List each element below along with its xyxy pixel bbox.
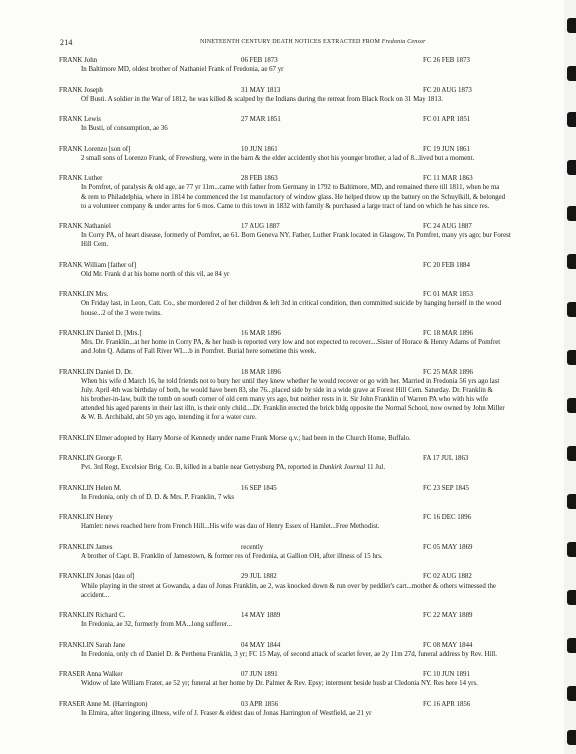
decedent-name: FRANK Lewis — [59, 116, 101, 124]
binding-ring — [567, 112, 576, 127]
decedent-name: FRANK Nathaniel — [59, 223, 111, 231]
binding-ring — [567, 446, 576, 461]
notice-line: In Pomfret, of paralysis & old age, ae 77 yr 11m...came with father from Germany in 1792 to Baltimore, MD, and remained there till 1811, when he ma — [81, 184, 500, 192]
notice-text — [59, 650, 567, 659]
notice-text — [59, 124, 567, 133]
source-citation: FC 01 MAR 1853 — [423, 291, 473, 299]
death-date: 06 FEB 1873 — [241, 57, 278, 64]
decedent-name: FRANK William [father of] — [59, 261, 137, 269]
death-date: 14 MAY 1889 — [241, 612, 281, 620]
notice-line: Of Busti. A soldier in the War of 1812, he was killed & scalped by the Indians during the retreat from Black Rock on 31 May 1813. — [81, 95, 443, 103]
source-citation: FA 17 JUL 1863 — [423, 455, 469, 463]
decedent-name: FRANKLIN Helen M. — [59, 484, 122, 492]
newspaper-name: Fredonia Censor — [381, 39, 426, 45]
notice-line: While playing in the street at Gowanda, a dau of Jonas Franklin, ae 2, was knocked down & run over by peddler's cart...mother & others witnessed the — [81, 582, 496, 590]
notice-entry — [59, 641, 567, 659]
decedent-name: FRANKLIN Sarah Jane — [59, 641, 126, 649]
binding-ring — [567, 590, 576, 605]
notice-heading — [59, 145, 567, 154]
notice-heading — [59, 641, 567, 650]
notice-line: his brother-in-law, built the tomb on south corner of old cem many yrs ago, but neither rests in it. Sir John Franklin of Warren PA who with his wife — [81, 395, 489, 403]
notice-text — [59, 679, 567, 688]
notice-text — [59, 620, 567, 629]
notice-line: Pvt. 3rd Regt, Excelsior Brig. Co. B, killed in a battle near Gettysburg PA, reported in Dunkirk Journal 11 Jul. — [81, 464, 386, 472]
page-header — [60, 38, 560, 50]
notice-entry — [59, 56, 567, 74]
newspaper-title: Dunkirk Journal — [319, 464, 366, 472]
death-date: 07 JUN 1891 — [241, 671, 278, 679]
decedent-name: FRANKLIN Jonas [dau of] — [59, 573, 135, 581]
notice-line: July. April 4th was birthday of both, he would have been 83, she 76...placed side by side in a wide grave at Forest Hill Cem. Saturday. Dr. Franklin & — [81, 386, 493, 394]
notice-text — [59, 709, 567, 718]
notice-text — [59, 270, 567, 279]
notice-line: 2 small sons of Lorenzo Frank, of Frewsburg, were in the barn & the elder accidently shot his younger brother, a lad of 8...lived but a moment. — [81, 154, 475, 162]
notice-heading — [59, 290, 567, 299]
source-citation: FC 22 MAY 1889 — [423, 612, 473, 620]
notice-entry — [59, 670, 567, 688]
death-date: 31 MAY 1813 — [241, 86, 281, 94]
notice-line: In Fredonia, ae 32, formerly from MA...long sufferer... — [81, 621, 232, 629]
notice-line: & W. B. Archibald, abt 50 yrs ago, intending it for a water cure. — [81, 414, 257, 422]
decedent-name: FRANKLIN Richard C. — [59, 612, 126, 620]
binding-ring — [567, 66, 576, 81]
decedent-name: FRANK Lorenzo [son of] — [59, 145, 131, 153]
death-date: 17 AUG 1887 — [241, 223, 280, 231]
page-number: 214 — [60, 38, 73, 47]
notice-text — [59, 463, 567, 472]
death-date: 04 MAY 1844 — [241, 641, 281, 649]
binding-ring — [567, 730, 576, 745]
notice-entry — [59, 174, 567, 210]
decedent-name: FRANKLIN James — [59, 543, 113, 551]
notice-text — [59, 338, 567, 356]
decedent-name: FRANKLIN Henry — [59, 514, 113, 522]
source-citation: FC 11 MAR 1863 — [423, 175, 473, 183]
notice-entry — [59, 484, 567, 502]
notice-heading — [59, 611, 567, 620]
binding-ring — [567, 398, 576, 413]
death-date: 28 FEB 1863 — [241, 175, 278, 183]
decedent-name: FRANKLIN Elmer adopted by Harry Morse of Kennedy under name Frank Morse q.v.; had been in the Church Home, Buffalo. — [59, 434, 411, 442]
notice-line: In Busti, of consumption, ae 36 — [81, 125, 168, 133]
death-date: 16 MAR 1896 — [241, 330, 281, 337]
source-citation: FC 26 FEB 1873 — [423, 57, 470, 64]
notice-line: On Friday last, in Leon, Catt. Co., she mordered 2 of her children & left 3rd in critical condition, then committed suicide by hanging herself in the wood — [81, 300, 502, 308]
notice-entry — [59, 261, 567, 279]
notice-line: accident... — [81, 591, 110, 599]
decedent-name: FRANKLIN George F. — [59, 455, 123, 463]
source-citation: FC 18 MAR 1896 — [423, 330, 473, 337]
death-date: 18 MAR 1896 — [241, 368, 281, 376]
notice-text — [59, 377, 567, 422]
binding-ring — [567, 302, 576, 317]
notice-text — [59, 154, 567, 163]
source-citation: FC 01 APR 1851 — [423, 116, 471, 124]
notice-text — [59, 231, 567, 249]
source-citation: FC 08 MAY 1844 — [423, 641, 473, 649]
source-citation: FC 02 AUG 1882 — [423, 573, 472, 581]
source-citation: FC 25 MAR 1896 — [423, 368, 473, 376]
notice-entry — [59, 222, 567, 249]
death-date: 10 JUN 1861 — [241, 145, 278, 153]
binding-ring — [567, 18, 576, 33]
notice-heading — [59, 368, 567, 377]
source-citation: FC 24 AUG 1887 — [423, 223, 472, 231]
notice-line: In Elmira, after lingering illness, wife of J. Fraser & eldest dau of Jonas Harrington of Westfield, ae 21 yr — [81, 709, 372, 717]
death-date: recently — [241, 543, 264, 551]
running-title: NINETEENTH CENTURY DEATH NOTICES EXTRACTED FROM Fredonia Censor — [200, 39, 426, 45]
binding-ring — [567, 254, 576, 269]
notice-entry — [59, 368, 567, 423]
notice-line: A brother of Capt. B. Franklin of Jamestown, & former res of Fredonia, at Gallion OH, after illness of 15 hrs. — [81, 552, 383, 560]
decedent-name: FRANKLIN Mrs. — [59, 291, 109, 299]
binding-ring — [567, 160, 576, 175]
decedent-name: FRANK Joseph — [59, 86, 103, 94]
notice-line: Old Mr. Frank d at his home north of this vil, ae 84 yr — [81, 270, 230, 278]
notice-heading — [59, 670, 567, 679]
binding-ring — [567, 206, 576, 221]
decedent-name: FRANKLIN Daniel D. Dr. — [59, 368, 133, 376]
notice-line: In Baltimore MD, oldest brother of Nathaniel Frank of Fredonia, ae 67 yr — [81, 66, 284, 74]
notice-heading — [59, 222, 567, 231]
notice-entry — [59, 572, 567, 599]
notice-entry — [59, 513, 567, 531]
notice-line: In Fredonia, only ch of D. D. & Mrs. P. Franklin, 7 wks — [81, 493, 235, 501]
source-citation: FC 20 AUG 1873 — [423, 86, 472, 94]
source-citation: FC 10 JUN 1891 — [423, 671, 470, 679]
notice-heading — [59, 700, 567, 709]
notice-heading — [59, 513, 567, 522]
notice-heading — [59, 261, 567, 270]
decedent-name: FRASER Anna Walker — [59, 671, 123, 679]
notice-heading — [59, 572, 567, 581]
source-citation: FC 20 FEB 1884 — [423, 261, 470, 269]
binding-ring — [567, 686, 576, 701]
notice-heading — [59, 484, 567, 493]
notice-entry — [59, 329, 567, 356]
notice-line: & rem to Philadelphia, where in 1814 he commenced the 1st manufactory of window glass. He helped throw up the battery on the Schuylkill, & belonged — [81, 193, 506, 201]
notice-text — [59, 95, 567, 104]
notice-line: to a volunteer company & under arms for 6 mos. Came to this town in 1832 with family & purchased a large tract of land on which he has since res. — [81, 202, 490, 210]
notice-entry — [59, 86, 567, 104]
notice-text — [59, 582, 567, 600]
notice-line: In Corry PA, of heart disease, formerly of Pomfret, ae 61. Born Geneva NY. Father, Luther Frank located in Glasgow, Tn Pomfret, many yrs ago; bur Forest — [81, 232, 511, 240]
decedent-name: FRANKLIN Daniel D. [Mrs.] — [59, 330, 142, 337]
notice-line: Hill Cem. — [81, 241, 109, 249]
notice-text — [59, 493, 567, 502]
notice-line: When his wife d March 16, he told friends not to bury her until they knew whether he would recover or go with her. Married in Fredonia 56 yrs ago last — [81, 377, 500, 385]
notice-entry — [59, 454, 567, 472]
notice-entry — [59, 115, 567, 133]
notice-line: attended his aged parents in their last illn, is their only child....Dr. Franklin erected the brick bldg opposite the Normal School, now owned by John Miller — [81, 405, 505, 413]
notice-line: Widow of late William Frater, ae 52 yr; funeral at her home by Dr. Palmer & Rev. Epsy; interment beside husb at Cledonia NY. Res here 14 yrs. — [81, 680, 478, 688]
notice-heading — [59, 86, 567, 95]
notice-entry — [59, 434, 567, 443]
notice-heading — [59, 454, 567, 463]
notice-heading — [59, 329, 567, 338]
decedent-name: FRASER Anne M. (Harrington) — [59, 700, 148, 708]
notice-entry — [59, 611, 567, 629]
notice-text — [59, 183, 567, 210]
notice-heading — [59, 434, 567, 443]
notice-text — [59, 299, 567, 317]
source-citation: FC 16 DEC 1896 — [423, 514, 472, 522]
binding-ring — [567, 494, 576, 509]
source-citation: FC 23 SEP 1845 — [423, 484, 469, 492]
death-date: 29 JUL 1882 — [241, 573, 277, 581]
notice-line: Hamlet: news reached here from French Hill...His wife was dau of Henry Essex of Hamlet...Free Methodist. — [81, 523, 380, 531]
notice-heading — [59, 174, 567, 183]
notice-heading — [59, 56, 567, 65]
death-notice-list — [59, 56, 567, 729]
notice-heading — [59, 543, 567, 552]
notice-line: Mrs. Dr. Franklin...at her home in Corry PA, & her husb is reported very low and not expected to recover....Sister of Horace & Henry Adams of Pomfret — [81, 339, 501, 347]
notice-entry — [59, 700, 567, 718]
source-citation: FC 05 MAY 1869 — [423, 543, 473, 551]
source-citation: FC 19 JUN 1861 — [423, 145, 470, 153]
death-date: 16 SEP 1845 — [241, 484, 277, 492]
source-citation: FC 16 APR 1856 — [423, 700, 471, 708]
notice-entry — [59, 145, 567, 163]
notice-line: house...2 of the 3 were twins. — [81, 309, 162, 317]
notice-heading — [59, 115, 567, 124]
notice-text — [59, 552, 567, 561]
binding-ring — [567, 542, 576, 557]
death-date: 27 MAR 1851 — [241, 116, 281, 124]
notice-text — [59, 522, 567, 531]
notice-line: and John Q. Adams of Fall River WI....b in Pomfret. Burial here sometime this week. — [81, 348, 317, 356]
death-date: 03 APR 1856 — [241, 700, 279, 708]
notice-entry — [59, 290, 567, 317]
notice-entry — [59, 543, 567, 561]
decedent-name: FRANK John — [59, 57, 98, 64]
notice-line: In Fredonia, only ch of Daniel D. & Perthena Franklin, 3 yr; FC 15 May, of second attack of scarlet fever, ae 2y 11m 27d, funeral address by Rev. Hill. — [81, 650, 497, 658]
notice-text — [59, 65, 567, 74]
decedent-name: FRANK Luther — [59, 175, 103, 183]
binding-ring — [567, 638, 576, 653]
binding-ring — [567, 350, 576, 365]
